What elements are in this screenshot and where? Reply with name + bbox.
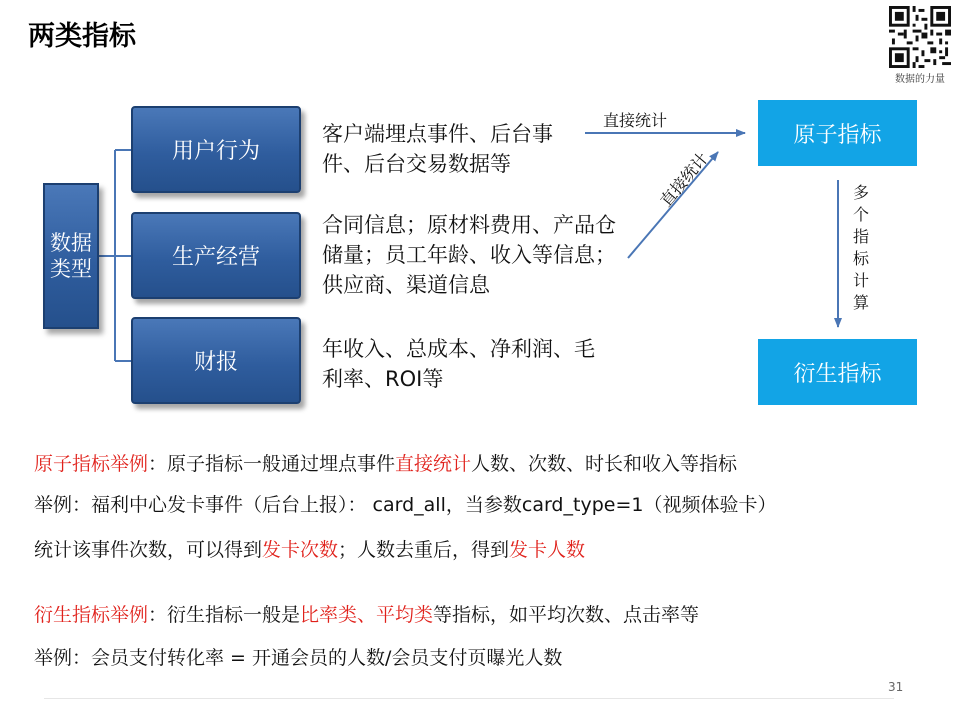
atomic-example-text-b: 人数、次数、时长和收入等指标 xyxy=(471,453,738,475)
atomic-result-text-a: 统计该事件次数，可以得到 xyxy=(34,539,263,561)
atomic-result-text-b: ；人数去重后，得到 xyxy=(338,539,510,561)
atomic-example-highlight: 直接统计 xyxy=(395,453,472,475)
atomic-example-detail-line xyxy=(34,485,776,525)
derived-example-text-a: ：衍生指标一般是 xyxy=(148,604,301,626)
derived-example-text-b: 等指标，如平均次数、点击率等 xyxy=(433,604,700,626)
atomic-example-line xyxy=(34,444,737,484)
atomic-metric-box: 原子指标 xyxy=(758,100,917,166)
category-production-operation: 生产经营 xyxy=(131,212,301,299)
description-production-operation: 合同信息；原材料费用、产品仓储量；员工年龄、收入等信息；供应商、渠道信息 xyxy=(322,213,616,297)
direct-stat-label-diagonal: 直接统计 xyxy=(656,148,713,211)
atomic-example-lead: 原子指标举例 xyxy=(34,453,149,475)
qr-caption: 数据的力量 xyxy=(895,74,945,85)
atomic-result-highlight-2: 发卡人数 xyxy=(509,539,586,561)
atomic-result-highlight-1: 发卡次数 xyxy=(262,539,339,561)
page-number: 31 xyxy=(888,680,904,694)
page-title: 两类指标 xyxy=(28,21,136,52)
multi-metric-calc-label: 多个指标计算 xyxy=(852,183,869,312)
derived-example-detail-text: 举例：会员支付转化率 = 开通会员的人数/会员支付页曝光人数 xyxy=(34,647,563,669)
direct-stat-label-top: 直接统计 xyxy=(603,111,668,130)
category-user-behavior: 用户行为 xyxy=(131,106,301,193)
derived-example-lead: 衍生指标举例 xyxy=(34,604,149,626)
root-data-type-box: 数据类型 xyxy=(43,183,99,329)
atomic-example-result-line xyxy=(34,530,585,570)
description-financial-report: 年收入、总成本、净利润、毛利率、ROI等 xyxy=(322,337,595,391)
derived-metric-box: 衍生指标 xyxy=(758,339,917,405)
derived-example-highlight: 比率类、平均类 xyxy=(300,604,434,626)
atomic-example-text-a: ：原子指标一般通过埋点事件 xyxy=(148,453,396,475)
footer-divider xyxy=(44,698,894,699)
derived-example-line xyxy=(34,595,699,635)
category-financial-report: 财报 xyxy=(131,317,301,404)
atomic-example-detail-text: 举例：福利中心发卡事件（后台上报）： card_all，当参数card_type=1（视频体验卡） xyxy=(34,494,777,516)
derived-example-detail-line xyxy=(34,638,562,678)
description-user-behavior: 客户端埋点事件、后台事件、后台交易数据等 xyxy=(322,122,553,176)
